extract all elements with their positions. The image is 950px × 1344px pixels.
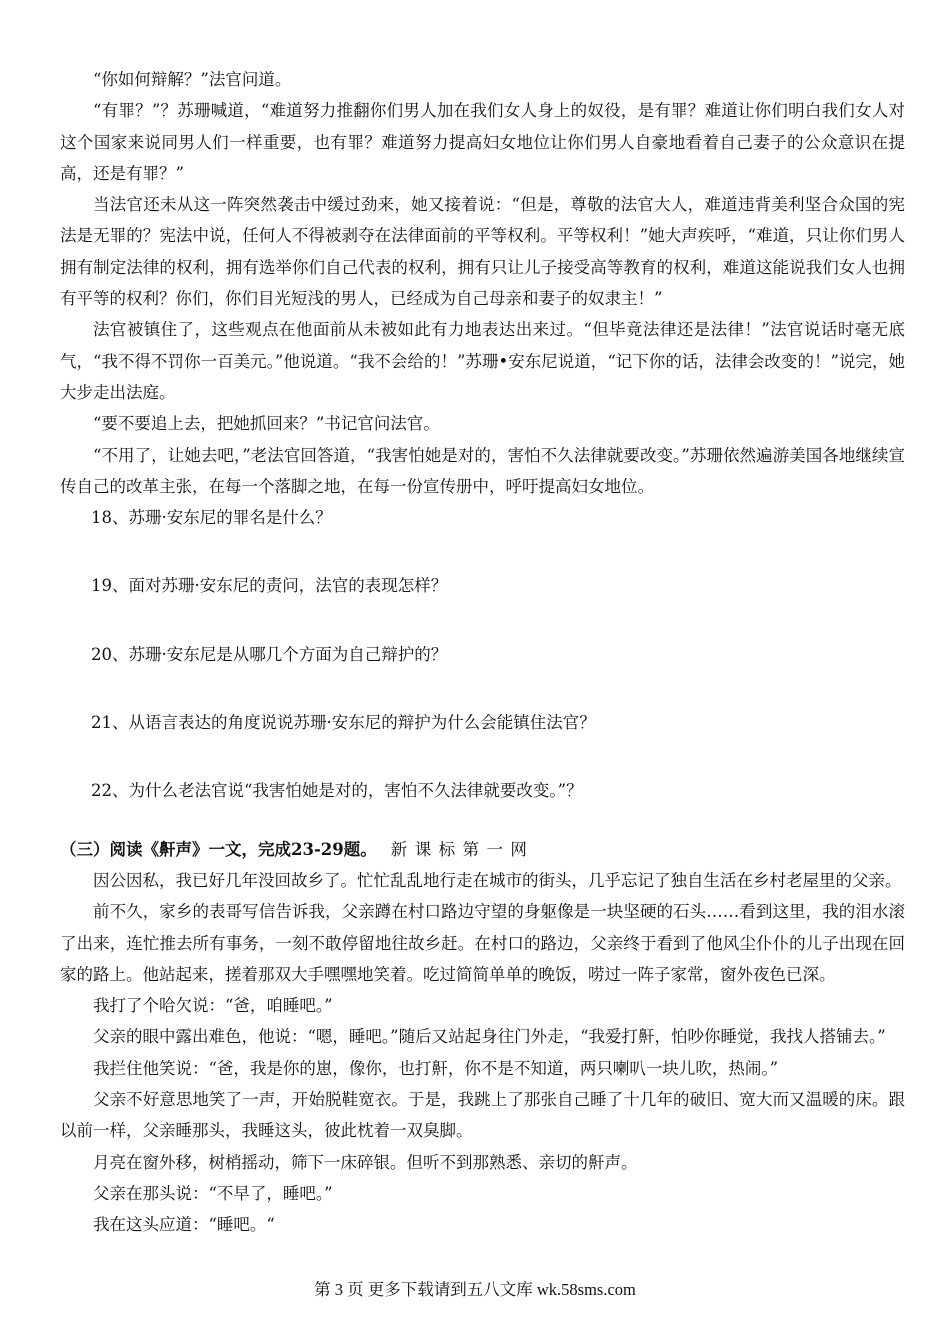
- paragraph: “要不要追上去，把她抓回来？”书记官问法官。: [93, 414, 440, 434]
- paragraph: 法官被镇住了，这些观点在他面前从未被如此有力地表达出来过。“但毕竟法律还是法律！”法官说话时毫无底气，“我不得不罚你一百美元。”他说道。“我不会给的！”苏珊•安东尼说道，“记下你的话，法律会改变的！”说完，她大步走出法庭。: [60, 320, 905, 402]
- paragraph: 父亲不好意思地笑了一声，开始脱鞋宽衣。于是，我跳上了那张自己睡了十几年的破旧、宽大而又温暖的床。跟以前一样，父亲睡那头，我睡这头，彼此枕着一双臭脚。: [60, 1090, 905, 1141]
- paragraph: “不用了，让她去吧，”老法官回答道，“我害怕她是对的，害怕不久法律就要改变。”苏珊依然遍游美国各地继续宣传自己的改革主张，在每一个落脚之地，在每一份宣传册中，呼吁提高妇女地位。: [60, 445, 905, 496]
- question-21: 21、从语言表达的角度说说苏珊·安东尼的辩护为什么会能镇住法官？: [91, 713, 596, 733]
- question-20: 20、苏珊·安东尼是从哪几个方面为自己辩护的？: [91, 644, 448, 664]
- paragraph: 我拦住他笑说：“爸，我是你的崽，像你，也打鼾，你不是不知道，两只喇叭一块儿吹，热闹。”: [93, 1058, 779, 1078]
- paragraph: 当法官还未从这一阵突然袭击中缓过劲来，她又接着说：“但是，尊敬的法官大人，难道违背美利坚合众国的宪法是无罪的？宪法中说，任何人不得被剥夺在法律面前的平等权利。平等权利！”她大声疾呼，“难道，只让你们男人拥有制定法律的权利，拥有选举你们自己代表的权利，拥有只让儿子接受高等教育的权利，难道这能说我们女人也拥有平等的权利？你们，你们目光短浅的男人，已经成为自己母亲和妻子的奴隶主！”: [60, 195, 905, 309]
- paragraph: 父亲在那头说：“不早了，睡吧。”: [93, 1183, 333, 1203]
- paragraph: 我在这头应道：“睡吧。“: [93, 1215, 275, 1235]
- answer-space: [60, 602, 905, 639]
- section-ad-text: 新课标第一网: [390, 839, 535, 859]
- paragraph: “你如何辩解？”法官问道。: [93, 70, 292, 89]
- section-title: （三）阅读《鼾声》一文，完成23-29题。: [60, 839, 377, 859]
- question-18: 18、苏珊·安东尼的罪名是什么？: [91, 508, 332, 528]
- answer-space: [60, 533, 905, 570]
- answer-space: [60, 670, 905, 707]
- paragraph: 父亲的眼中露出难色，他说：“嗯，睡吧。”随后又站起身往门外走，“我爱打鼾，怕吵你睡觉，我找人搭铺去。”: [93, 1027, 886, 1047]
- document-body: [60, 64, 905, 1241]
- section-heading: [60, 834, 905, 865]
- paragraph: 月亮在窗外移，树梢摇动，筛下一床碎银。但听不到那熟悉、亲切的鼾声。: [93, 1152, 638, 1172]
- answer-space: [60, 738, 905, 775]
- paragraph: 前不久，家乡的表哥写信告诉我，父亲蹲在村口路边守望的身躯像是一块坚硬的石头……看到这里，我的泪水滚了出来，连忙推去所有事务，一刻不敢停留地往故乡赶。在村口的路边，父亲终于看到了他风尘仆仆的儿子出现在回家的路上。他站起来，搓着那双大手嘿嘿地笑着。吃过简简单单的晚饭，唠过一阵子家常，窗外夜色已深。: [60, 902, 905, 984]
- page-footer: 第 3 页 更多下载请到五八文库 wk.58sms.com: [314, 1280, 636, 1299]
- paragraph: 我打了个哈欠说：“爸，咱睡吧。”: [93, 996, 333, 1016]
- question-19: 19、面对苏珊·安东尼的责问，法官的表现怎样？: [91, 576, 448, 596]
- paragraph: 因公因私，我已好几年没回故乡了。忙忙乱乱地行走在城市的街头，几乎忘记了独自生活在乡村老屋里的父亲。: [93, 870, 902, 890]
- question-22: 22、为什么老法官说“我害怕她是对的，害怕不久法律就要改变。”？: [91, 781, 583, 801]
- paragraph: “有罪？”？苏珊喊道，“难道努力推翻你们男人加在我们女人身上的奴役，是有罪？难道让你们明白我们女人对这个国家来说同男人们一样重要，也有罪？难道努力提高妇女地位让你们男人自豪地看着自己妻子的公众意识在提高，还是有罪？”: [60, 101, 905, 183]
